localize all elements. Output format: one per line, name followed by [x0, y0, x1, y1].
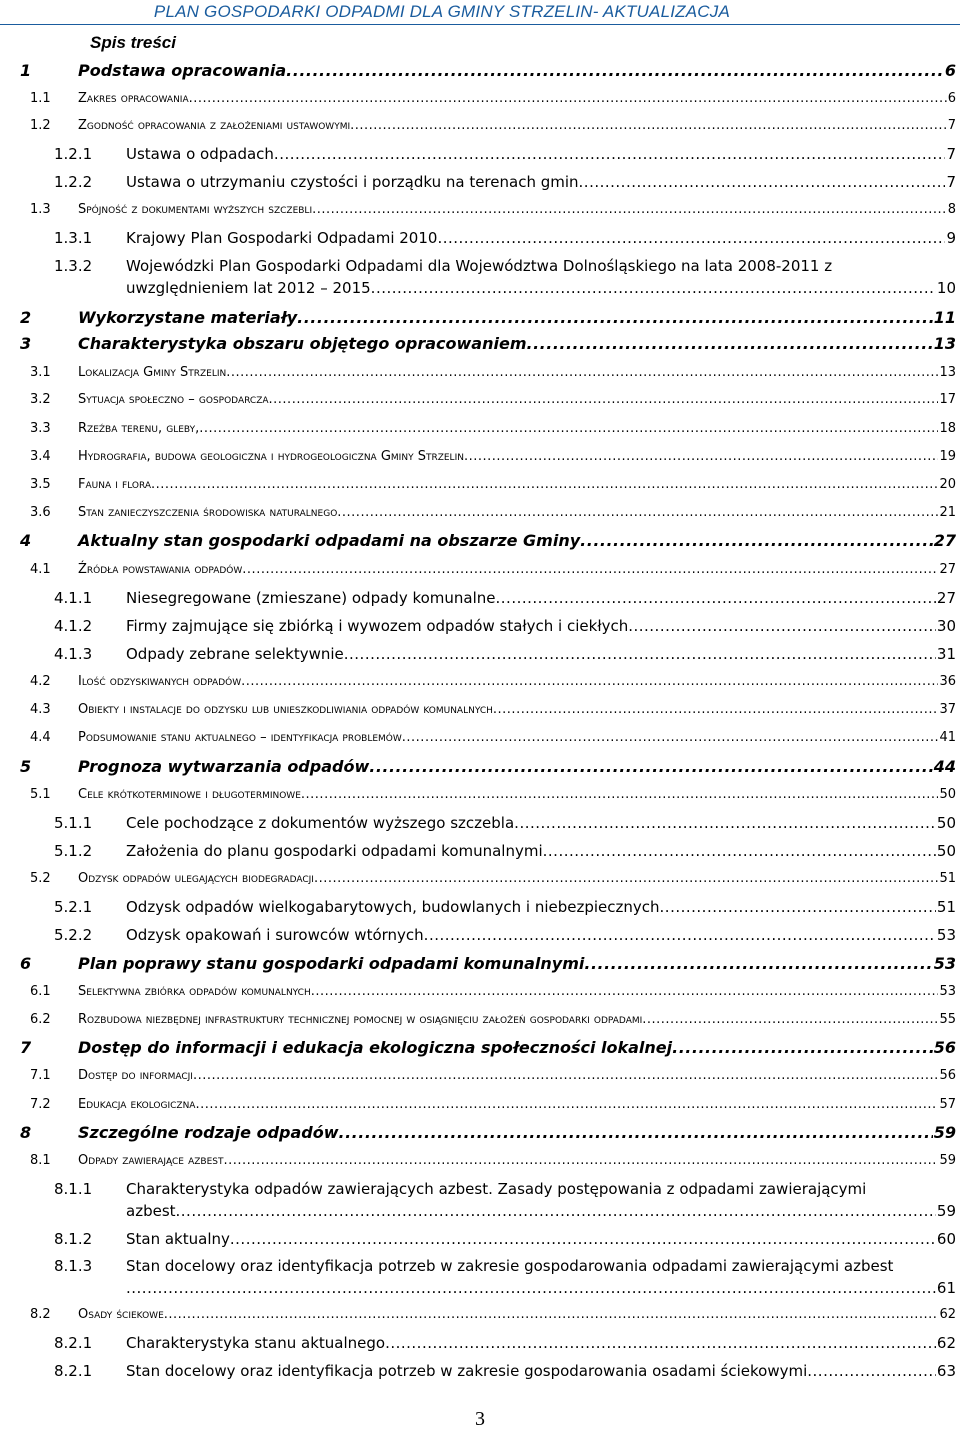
toc-entry-page: 60 — [936, 1230, 956, 1248]
toc-entry-title: Fauna i flora — [78, 477, 152, 492]
toc-entry-title: Odzysk odpadów wielkogabarytowych, budowlanych i niebezpiecznych — [126, 898, 660, 916]
toc-entry-number: 1 — [20, 61, 32, 80]
dot-leader — [189, 88, 947, 110]
toc-entry-title: Ustawa o odpadach — [126, 145, 274, 163]
dot-leader — [437, 227, 945, 249]
toc-entry-page: 13 — [933, 334, 956, 353]
toc-entry-title: Źródła powstawania odpadów — [78, 562, 243, 577]
toc-entry-number: 5.2.1 — [54, 898, 93, 916]
toc-entry-page: 62 — [936, 1334, 956, 1352]
dot-leader — [543, 840, 936, 862]
dot-leader — [241, 671, 938, 693]
toc-entry-title: Charakterystyka stanu aktualnego — [126, 1334, 386, 1352]
dot-leader — [224, 1150, 939, 1172]
dot-leader — [195, 1094, 938, 1116]
toc-entry-title: Rozbudowa niezbędnej infrastruktury technicznej pomocnej w osiągnięciu założeń gospodarki odpadami — [78, 1012, 643, 1027]
toc-entry-page: 8 — [947, 202, 956, 217]
toc-entry-number: 3 — [20, 334, 32, 353]
toc-entry-title-cont: uwzględnieniem lat 2012 – 2015 — [126, 279, 371, 297]
dot-leader — [584, 953, 932, 975]
toc-entry-page: 50 — [936, 814, 956, 832]
toc-entry-page: 37 — [939, 702, 956, 717]
toc-entry-title: Rzeźba terenu, gleby, — [78, 421, 200, 436]
dot-leader — [371, 277, 936, 299]
toc-entry-title: Edukacja ekologiczna — [78, 1097, 196, 1112]
dot-leader — [807, 1360, 936, 1382]
toc-entry-page: 10 — [936, 279, 956, 297]
toc-entry-title: Plan poprawy stanu gospodarki odpadami komunalnymi — [78, 954, 585, 973]
dot-leader — [493, 699, 939, 721]
toc-entry-page: 59 — [936, 1202, 956, 1220]
toc-entry-title: Zakres opracowania — [78, 91, 189, 106]
page-number: 3 — [475, 1408, 485, 1430]
toc-entry-number: 4.1 — [30, 562, 51, 577]
toc-entry-title: Podsumowanie stanu aktualnego – identyfikacja problemów — [78, 730, 402, 745]
toc-entry-page: 50 — [936, 842, 956, 860]
dot-leader — [226, 362, 938, 384]
toc-title: Spis treści — [90, 33, 176, 52]
toc-entry-number: 4.1.1 — [54, 589, 93, 607]
toc-entry-page: 50 — [939, 787, 956, 802]
toc-entry-page: 44 — [933, 757, 956, 776]
toc-entry-page: 61 — [936, 1279, 956, 1297]
toc-entry-page: 31 — [936, 645, 956, 663]
toc-entry-number: 3.2 — [30, 392, 51, 407]
toc-entry-page: 7 — [946, 145, 956, 163]
toc-entry-number: 5 — [20, 757, 32, 776]
toc-entry-title: Stan docelowy oraz identyfikacja potrzeb w zakresie gospodarowania osadami ściekowymi — [126, 1362, 808, 1380]
toc-entry-title: Krajowy Plan Gospodarki Odpadami 2010 — [126, 229, 438, 247]
toc-entry-number: 8.1.1 — [54, 1180, 93, 1198]
toc-entry-page: 36 — [939, 674, 956, 689]
dot-leader — [164, 1304, 939, 1326]
dot-leader — [628, 615, 936, 637]
toc-entry-title: Stan docelowy oraz identyfikacja potrzeb w zakresie gospodarowania odpadami zawierającymi azbest — [126, 1257, 894, 1275]
toc-entry-page: 27 — [939, 562, 956, 577]
toc-entry-title: Wojewódzki Plan Gospodarki Odpadami dla Województwa Dolnośląskiego na lata 2008-2011 z — [126, 257, 833, 275]
dot-leader — [230, 1228, 936, 1250]
dot-leader — [580, 530, 933, 552]
dot-leader — [311, 981, 939, 1003]
toc-entry-number: 3.1 — [30, 365, 51, 380]
dot-leader — [339, 1122, 933, 1144]
toc-entry-page: 20 — [939, 477, 956, 492]
dot-leader — [579, 171, 946, 193]
toc-entry-page: 56 — [939, 1068, 956, 1083]
toc-entry-number: 1.2 — [30, 118, 51, 133]
toc-entry-page: 18 — [939, 421, 956, 436]
toc-entry-title: Lokalizacja Gminy Strzelin — [78, 365, 227, 380]
dot-leader — [193, 1065, 938, 1087]
toc-entry-number: 6.1 — [30, 984, 51, 999]
toc-entry-number: 5.2 — [30, 871, 51, 886]
toc-entry-number: 5.1.1 — [54, 814, 93, 832]
toc-entry-number: 4.1.2 — [54, 617, 93, 635]
toc-entry-page: 53 — [933, 954, 956, 973]
toc-entry-title: Stan aktualny — [126, 1230, 230, 1248]
dot-leader — [496, 587, 936, 609]
toc-entry-number: 8 — [20, 1123, 32, 1142]
dot-leader — [151, 474, 938, 496]
dot-leader — [286, 60, 944, 82]
toc-entry-page: 13 — [939, 365, 956, 380]
toc-entry-page: 19 — [939, 449, 956, 464]
toc-entry-number: 3.3 — [30, 421, 51, 436]
dot-leader — [369, 756, 933, 778]
toc-entry-page: 59 — [933, 1123, 956, 1142]
toc-entry-number: 3.5 — [30, 477, 51, 492]
toc-entry-title: Szczególne rodzaje odpadów — [78, 1123, 339, 1142]
toc-entry-page: 41 — [939, 730, 956, 745]
toc-entry-number: 2 — [20, 308, 32, 327]
dot-leader — [199, 418, 938, 440]
toc-entry-number: 4 — [20, 531, 32, 550]
toc-entry-number: 4.1.3 — [54, 645, 93, 663]
dot-leader — [269, 389, 939, 411]
toc-entry-title: Założenia do planu gospodarki odpadami komunalnymi — [126, 842, 543, 860]
toc-entry-page: 9 — [946, 229, 956, 247]
toc-entry-title: Dostęp do informacji — [78, 1068, 193, 1083]
toc-entry-title: Ustawa o utrzymaniu czystości i porządku na terenach gmin — [126, 173, 579, 191]
toc-entry-title-cont: azbest — [126, 1202, 176, 1220]
toc-entry-title: Prognoza wytwarzania odpadów — [78, 757, 370, 776]
toc-entry-title: Spójność z dokumentami wyższych szczebli — [78, 202, 313, 217]
toc-entry-number: 7.2 — [30, 1097, 51, 1112]
toc-entry-title: Podstawa opracowania — [78, 61, 287, 80]
toc-entry-page: 11 — [933, 308, 956, 327]
toc-entry-number: 1.1 — [30, 91, 51, 106]
toc-entry-number: 6 — [20, 954, 32, 973]
toc-entry-page: 7 — [947, 118, 956, 133]
toc-entry-title: Zgodność opracowania z założeniami ustawowymi — [78, 118, 351, 133]
toc-entry-number: 3.6 — [30, 505, 51, 520]
toc-entry-title: Stan zanieczyszczenia środowiska naturalnego — [78, 505, 338, 520]
toc-entry-number: 4.2 — [30, 674, 51, 689]
dot-leader — [672, 1037, 933, 1059]
toc-entry-title: Odpady zebrane selektywnie — [126, 645, 344, 663]
toc-entry-title: Odzysk opakowań i surowców wtórnych — [126, 926, 424, 944]
toc-entry-page: 57 — [939, 1097, 956, 1112]
toc-entry-title: Aktualny stan gospodarki odpadami na obszarze Gminy — [78, 531, 581, 550]
toc-entry-title: Ilość odzyskiwanych odpadów — [78, 674, 242, 689]
toc-entry-number: 4.3 — [30, 702, 51, 717]
toc-entry-title: Firmy zajmujące się zbiórką i wywozem odpadów stałych i ciekłych — [126, 617, 629, 635]
document-header: PLAN GOSPODARKI ODPADMI DLA GMINY STRZELIN- AKTUALIZACJA — [153, 2, 730, 21]
toc-entry-number: 8.1 — [30, 1153, 51, 1168]
dot-leader — [297, 307, 933, 329]
toc-entry-page: 53 — [939, 984, 956, 999]
toc-entry-page: 6 — [944, 61, 956, 80]
toc-entry-title: Odpady zawierające azbest — [78, 1153, 224, 1168]
toc-entry-page: 7 — [946, 173, 956, 191]
toc-entry-number: 5.1.2 — [54, 842, 93, 860]
toc-entry-title: Wykorzystane materiały — [78, 308, 298, 327]
toc-entry-number: 3.4 — [30, 449, 51, 464]
toc-entry-title: Obiekty i instalacje do odzysku lub unieszkodliwiania odpadów komunalnych — [78, 702, 493, 717]
toc-entry-title: Cele krótkoterminowe i długoterminowe — [78, 787, 301, 802]
toc-entry-page: 51 — [936, 898, 956, 916]
dot-leader — [527, 333, 933, 355]
toc-entry-number: 8.2.1 — [54, 1334, 93, 1352]
toc-entry-title: Odzysk odpadów ulegających biodegradacji — [78, 871, 314, 886]
toc-entry-number: 1.3 — [30, 202, 51, 217]
toc-entry-number: 8.1.2 — [54, 1230, 93, 1248]
dot-leader — [464, 446, 938, 468]
toc-entry-page: 27 — [936, 589, 956, 607]
toc-entry-page: 59 — [939, 1153, 956, 1168]
toc-entry-title: Hydrografia, budowa geologiczna i hydrogeologiczna Gminy Strzelin — [78, 449, 464, 464]
toc-entry-number: 1.3.2 — [54, 257, 93, 275]
toc-entry-page: 27 — [933, 531, 956, 550]
dot-leader — [660, 896, 936, 918]
toc-entry-page: 56 — [933, 1038, 956, 1057]
dot-leader — [242, 559, 938, 581]
toc-entry-number: 5.2.2 — [54, 926, 93, 944]
toc-entry-number: 8.2.1 — [54, 1362, 93, 1380]
toc-entry-title: Selektywna zbiórka odpadów komunalnych — [78, 984, 311, 999]
dot-leader — [385, 1332, 936, 1354]
dot-leader — [314, 868, 939, 890]
dot-leader — [301, 784, 939, 806]
dot-leader — [274, 143, 946, 165]
dot-leader — [514, 812, 936, 834]
toc-entry-title: Charakterystyka obszaru objętego opracowaniem — [78, 334, 527, 353]
toc-entry-page: 63 — [936, 1362, 956, 1380]
dot-leader — [402, 727, 939, 749]
toc-entry-page: 62 — [939, 1307, 956, 1322]
toc-entry-title: Niesegregowane (zmieszane) odpady komunalne — [126, 589, 496, 607]
toc-entry-title: Osady ściekowe — [78, 1307, 164, 1322]
toc-entry-number: 6.2 — [30, 1012, 51, 1027]
toc-entry-number: 7 — [20, 1038, 32, 1057]
toc-entry-page: 17 — [939, 392, 956, 407]
dot-leader — [176, 1200, 936, 1222]
dot-leader — [350, 115, 947, 137]
toc-entry-title: Charakterystyka odpadów zawierających azbest. Zasady postępowania z odpadami zawierającymi — [126, 1180, 867, 1198]
toc-entry-number: 8.1.3 — [54, 1257, 93, 1275]
toc-entry-number: 5.1 — [30, 787, 51, 802]
dot-leader — [424, 924, 936, 946]
dot-leader — [312, 199, 947, 221]
toc-entry-title: Dostęp do informacji i edukacja ekologiczna społeczności lokalnej — [78, 1038, 673, 1057]
toc-entry-page: 53 — [936, 926, 956, 944]
toc-entry-page: 55 — [939, 1012, 956, 1027]
toc-entry-title: Sytuacja społeczno – gospodarcza — [78, 392, 269, 407]
toc-entry-page: 21 — [939, 505, 956, 520]
dot-leader — [642, 1009, 938, 1031]
toc-entry-number: 1.2.2 — [54, 173, 93, 191]
toc-entry-number: 1.2.1 — [54, 145, 93, 163]
toc-entry-title: Cele pochodzące z dokumentów wyższego szczebla — [126, 814, 515, 832]
toc-entry-number: 7.1 — [30, 1068, 51, 1083]
dot-leader — [126, 1277, 936, 1299]
dot-leader — [337, 502, 938, 524]
toc-entry-page: 51 — [939, 871, 956, 886]
toc-entry-page: 6 — [947, 91, 956, 106]
toc-entry-number: 4.4 — [30, 730, 51, 745]
toc-entry-page: 30 — [936, 617, 956, 635]
dot-leader — [344, 643, 936, 665]
toc-entry-number: 8.2 — [30, 1307, 51, 1322]
toc-entry-number: 1.3.1 — [54, 229, 93, 247]
